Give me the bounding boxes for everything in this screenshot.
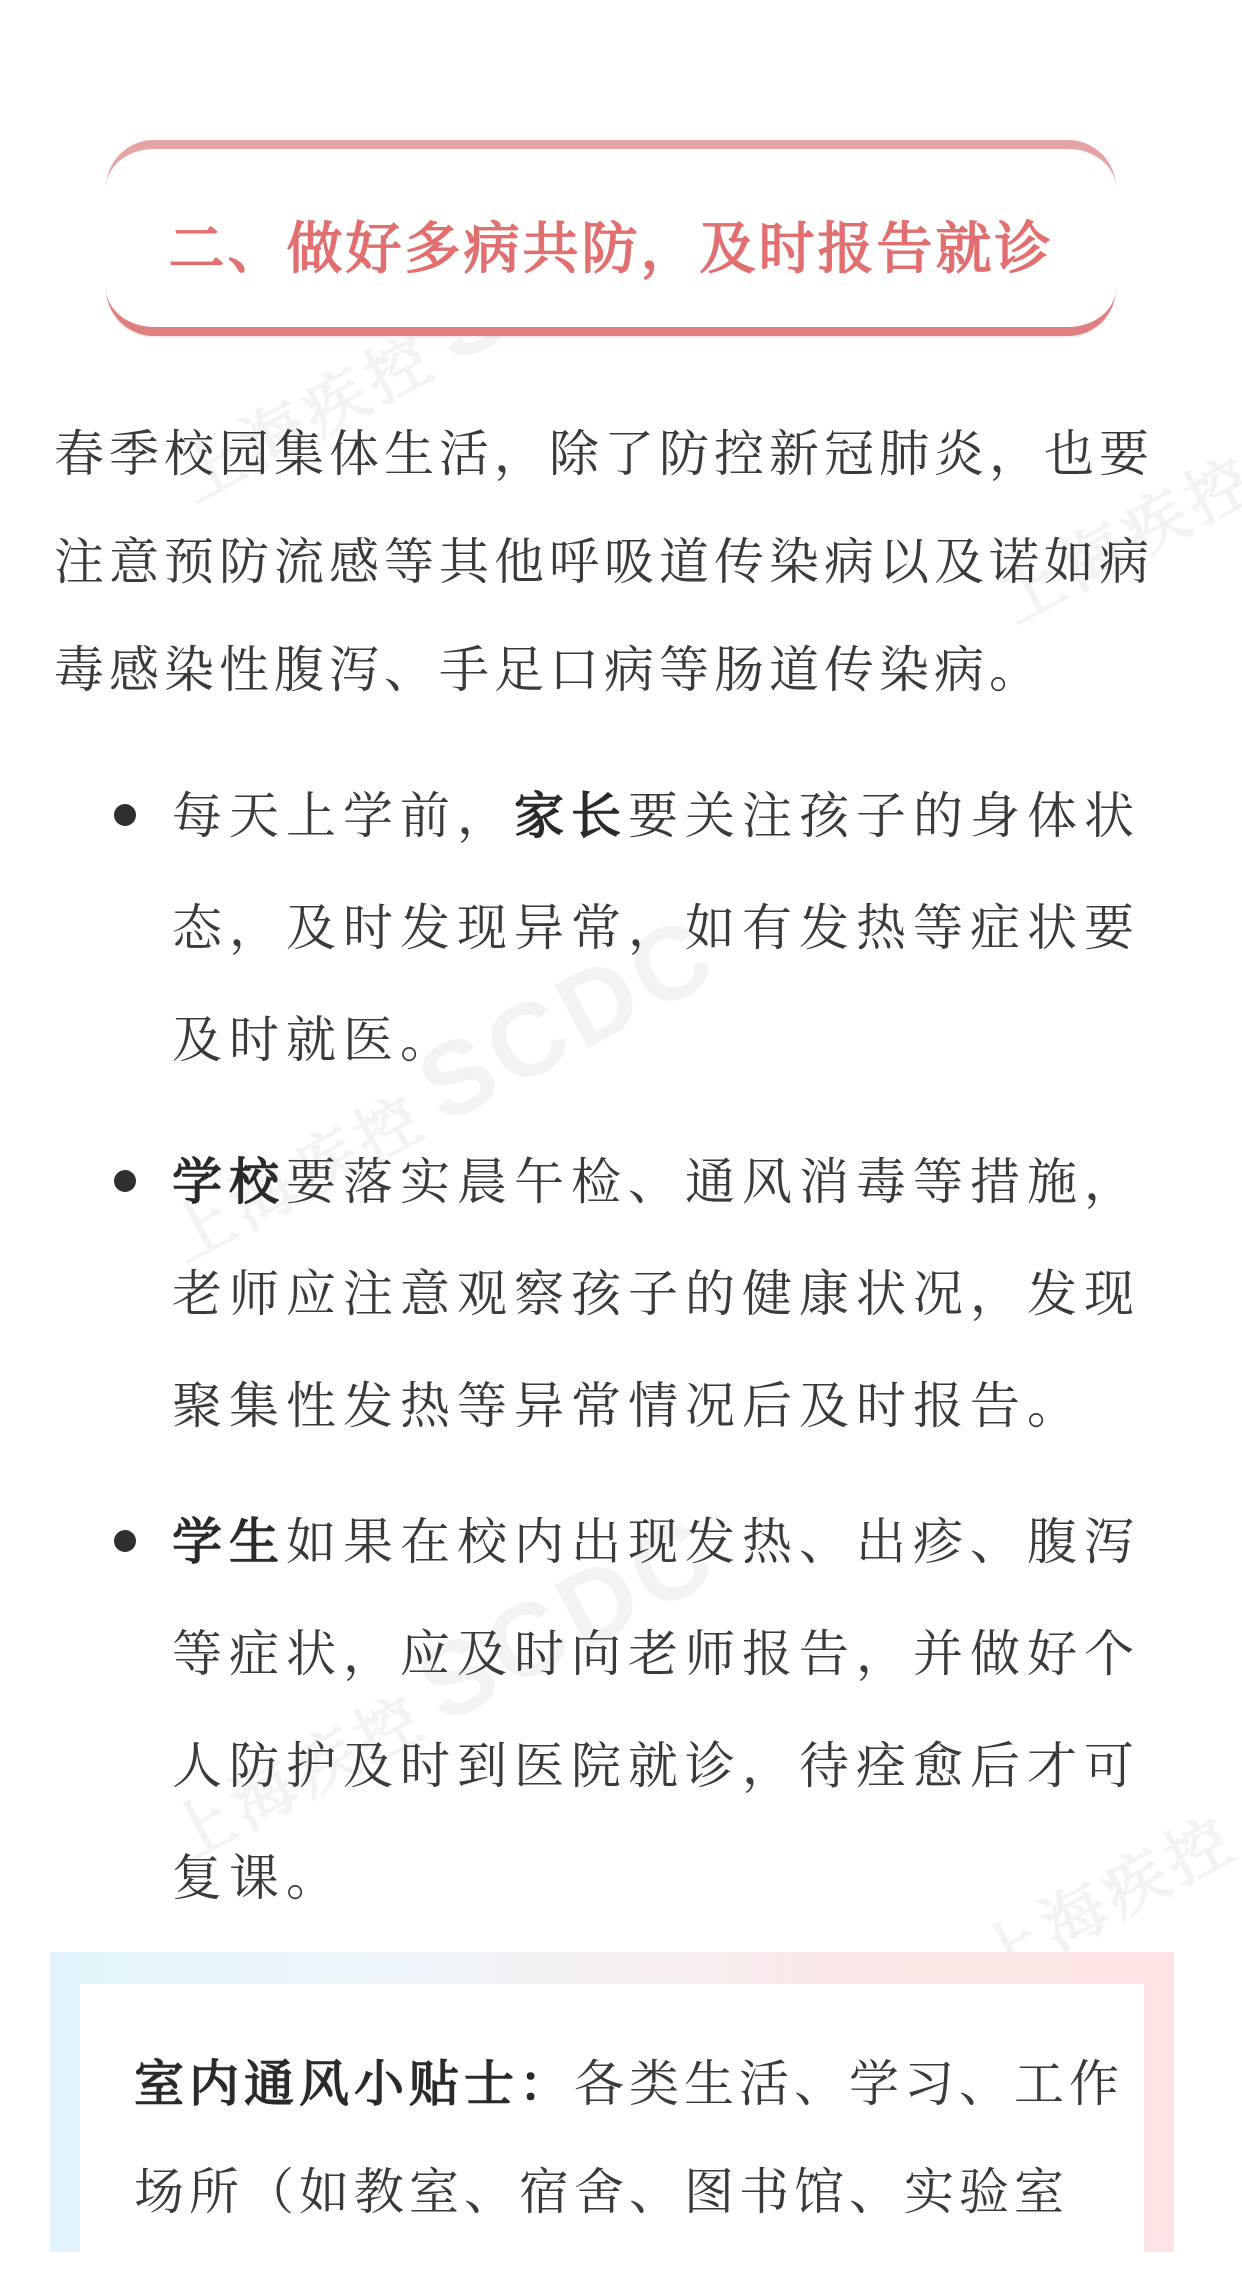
bullet-text: 如果在校内出现发热、出疹、腹泻等症状，应及时向老师报告，并做好个人防护及时到医院就诊，待痊愈后才可复课。 — [172, 1513, 1141, 1907]
intro-paragraph: 春季校园集体生活，除了防控新冠肺炎，也要注意预防流感等其他呼吸道传染病以及诺如病毒感染性腹泻、手足口病等肠道传染病。 — [54, 425, 1154, 699]
bullet-item-school — [172, 1126, 1182, 1462]
tip-text — [134, 2030, 1134, 2246]
bullet-keyword: 学校 — [172, 1153, 286, 1211]
bullet-item-students — [172, 1486, 1182, 1934]
bullet-dot-icon — [114, 804, 136, 826]
bullet-keyword: 学生 — [172, 1513, 286, 1571]
tip-body: 各类生活、学习、工作场所（如教室、宿舍、图书馆、实验室 — [134, 2055, 1124, 2221]
bullet-text: 要关注孩子的身体状态，及时发现异常，如有发热等症状要及时就医。 — [172, 787, 1141, 1069]
section-title-box — [106, 140, 1116, 336]
section-title: 二、做好多病共防，及时报告就诊 — [168, 217, 1054, 282]
bullet-dot-icon — [114, 1530, 136, 1552]
bullet-dot-icon — [114, 1170, 136, 1192]
bullet-keyword: 家长 — [514, 787, 628, 845]
bullet-text: 要落实晨午检、通风消毒等措施，老师应注意观察孩子的健康状况，发现聚集性发热等异常情况后及时报告。 — [172, 1153, 1141, 1435]
bullet-prefix: 每天上学前， — [172, 787, 514, 845]
bullet-item-parents — [172, 760, 1182, 1096]
tip-box-inner — [80, 1984, 1144, 2284]
tip-label: 室内通风小贴士： — [134, 2055, 574, 2113]
tip-box — [50, 1952, 1174, 2252]
